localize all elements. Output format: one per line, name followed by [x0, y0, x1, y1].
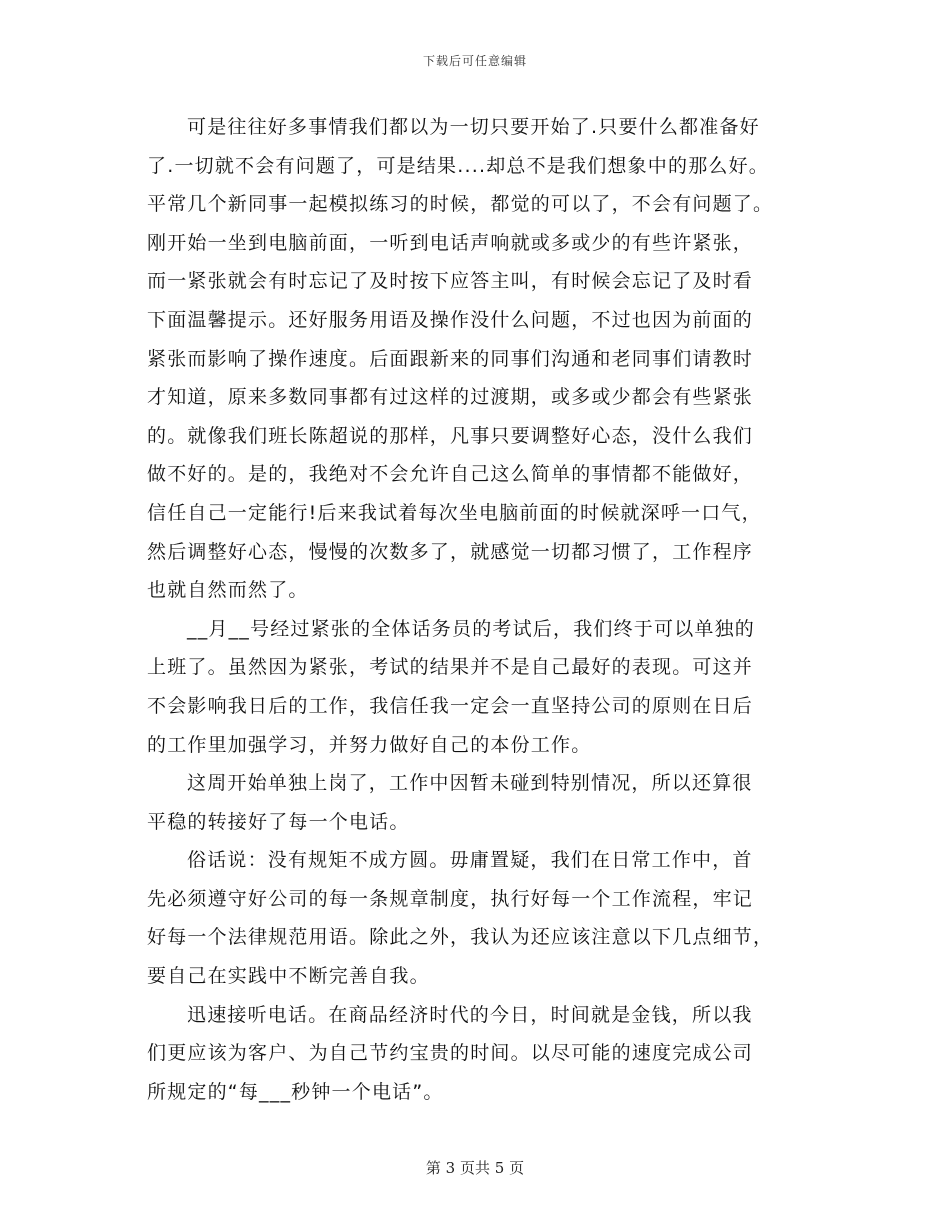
paragraph-line: __月__号经过紧张的全体话务员的考试后，我们终于可以单独的 [187, 617, 756, 640]
paragraph-line: 信任自己一定能行!后来我试着每次坐电脑前面的时候就深呼一口气， [147, 501, 762, 524]
paragraph-line: 所规定的“每___秒钟一个电话”。 [147, 1080, 444, 1103]
paragraph-line: 下面温馨提示。还好服务用语及操作没什么问题，不过也因为前面的 [147, 308, 754, 331]
paragraph-line: 而一紧张就会有时忘记了及时按下应答主叫，有时候会忘记了及时看 [147, 270, 754, 293]
paragraph-line: 的工作里加强学习，并努力做好自己的本份工作。 [147, 733, 592, 756]
paragraph-line: 迅速接听电话。在商品经济时代的今日，时间就是金钱，所以我 [187, 1003, 753, 1026]
paragraph-line: 俗话说：没有规矩不成方圆。毋庸置疑，我们在日常工作中，首 [187, 849, 753, 872]
paragraph-line: 平常几个新同事一起模拟练习的时候，都觉的可以了，不会有问题了。 [147, 193, 774, 216]
page-footer: 第 3 页共 5 页 [425, 1159, 525, 1177]
paragraph-line: 好每一个法律规范用语。除此之外，我认为还应该注意以下几点细节， [147, 926, 774, 949]
paragraph-line: 不会影响我日后的工作，我信任我一定会一直坚持公司的原则在日后 [147, 694, 754, 717]
paragraph-line: 了.一切就不会有问题了，可是结果....却总不是我们想象中的那么好。 [147, 154, 769, 177]
paragraph-line: 上班了。虽然因为紧张，考试的结果并不是自己最好的表现。可这并 [147, 656, 754, 679]
body-text [147, 108, 807, 1111]
paragraph-line: 然后调整好心态，慢慢的次数多了，就感觉一切都习惯了，工作程序 [147, 540, 754, 563]
paragraph-line: 这周开始单独上岗了，工作中因暂未碰到特别情况，所以还算很 [187, 772, 753, 795]
paragraph-line: 的。就像我们班长陈超说的那样，凡事只要调整好心态，没什么我们 [147, 424, 754, 447]
paragraph-line: 要自己在实践中不断完善自我。 [147, 965, 430, 988]
paragraph-line: 也就自然而然了。 [147, 579, 309, 602]
paragraph-line: 先必须遵守好公司的每一条规章制度，执行好每一个工作流程，牢记 [147, 887, 754, 910]
paragraph-line: 可是往往好多事情我们都以为一切只要开始了.只要什么都准备好 [187, 116, 760, 138]
paragraph-line: 紧张而影响了操作速度。后面跟新来的同事们沟通和老同事们请教时 [147, 347, 754, 370]
paragraph-line: 才知道，原来多数同事都有过这样的过渡期，或多或少都会有些紧张 [147, 386, 754, 409]
paragraph-line: 们更应该为客户、为自己节约宝贵的时间。以尽可能的速度完成公司 [147, 1042, 754, 1065]
paragraph-line: 刚开始一坐到电脑前面，一听到电话声响就或多或少的有些许紧张， [147, 231, 754, 254]
paragraph-line: 做不好的。是的，我绝对不会允许自己这么简单的事情都不能做好， [147, 463, 754, 486]
page-header: 下载后可任意编辑 [422, 54, 527, 68]
paragraph-line: 平稳的转接好了每一个电话。 [147, 810, 410, 833]
